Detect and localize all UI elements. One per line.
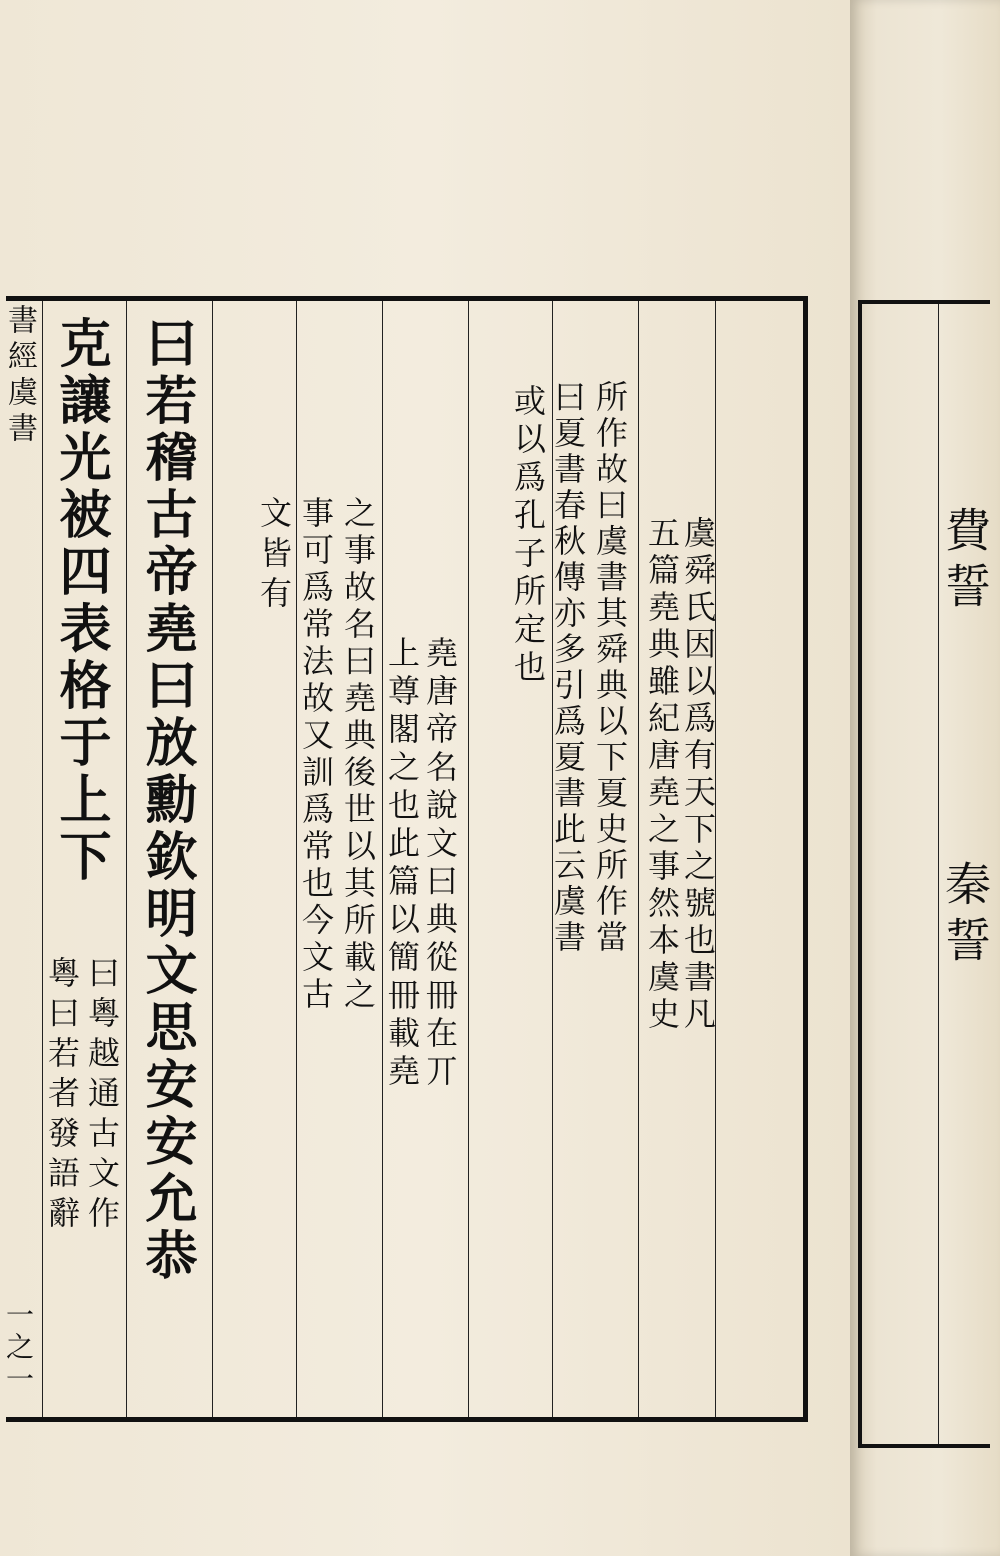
- annotation-column: 事可爲常法故又訓爲常也今文古: [297, 496, 335, 1014]
- annotation-column: 堯唐帝名說文曰典從冊在丌: [421, 636, 459, 1092]
- main-text-column: 克讓光被四表格于上下: [50, 316, 111, 886]
- next-page-heading: 秦誓: [938, 860, 992, 972]
- column-rule: [468, 301, 469, 1417]
- main-text-column: 曰若稽古帝堯曰放勳欽明文思安安允恭: [136, 316, 197, 1285]
- column-rule: [42, 301, 43, 1417]
- column-rule: [212, 301, 213, 1417]
- next-page-heading: 費誓: [938, 506, 992, 618]
- annotation-column: 之事故名曰堯典後世以其所載之: [339, 496, 377, 1014]
- page-number: 一之一: [2, 1300, 35, 1396]
- annotation-column: 虞舜氏因以爲有天下之號也書凡: [679, 516, 717, 1034]
- annotation-column: 曰粵越通古文作: [83, 956, 121, 1236]
- annotation-column: 五篇堯典雖紀唐堯之事然本虞史: [643, 516, 681, 1034]
- annotation-column: 粵曰若者發語辭: [43, 956, 81, 1236]
- annotation-column: 上尊閣之也此篇以簡冊載堯: [383, 636, 421, 1092]
- annotation-column: 文皆有: [255, 496, 293, 616]
- column-rule: [126, 301, 127, 1417]
- margin-title: 書經虞書: [2, 304, 37, 448]
- column-rule: [638, 301, 639, 1417]
- annotation-column: 所作故曰虞書其舜典以下夏史所作當: [591, 380, 629, 956]
- annotation-column: 曰夏書春秋傳亦多引爲夏書此云虞書: [549, 380, 587, 956]
- annotation-column: 或以爲孔子所定也: [509, 384, 547, 688]
